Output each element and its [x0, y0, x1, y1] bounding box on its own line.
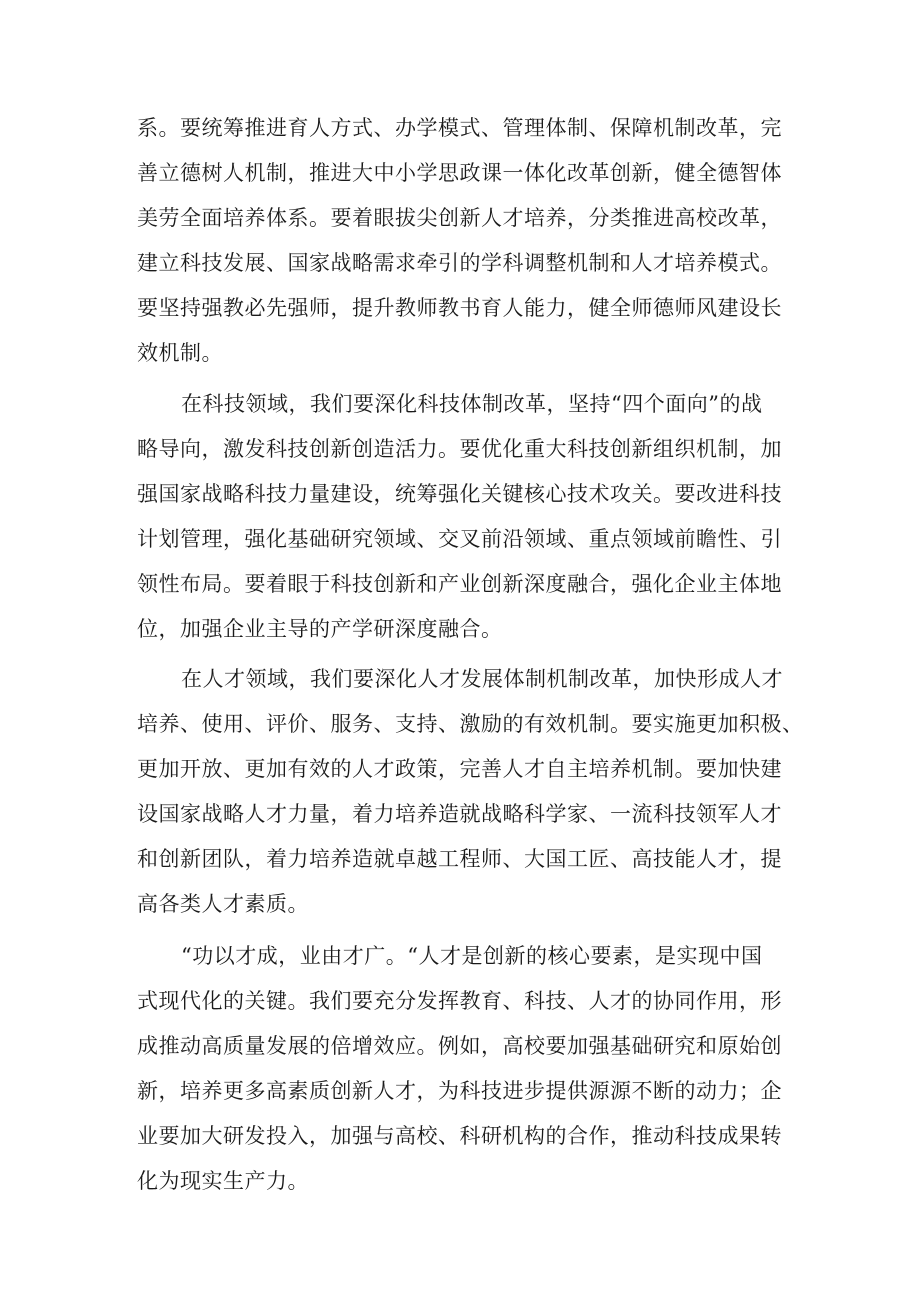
paragraph-line: 善立德树人机制，推进大中小学思政课一体化改革创新，健全德智体: [137, 161, 782, 185]
paragraph-line: “功以才成，业由才广。“人才是创新的核心要素，是实现中国: [181, 944, 763, 968]
paragraph-line: 领性布局。要着眼于科技创新和产业创新深度融合，强化企业主体地: [137, 572, 782, 596]
paragraph-line: 强国家战略科技力量建设，统筹强化关键核心技术攻关。要改进科技: [137, 482, 782, 506]
paragraph-line: 式现代化的关键。我们要充分发挥教育、科技、人才的协同作用，形: [137, 989, 782, 1013]
paragraph-line: 系。要统筹推进育人方式、办学模式、管理体制、保障机制改革，完: [137, 116, 782, 140]
paragraph-line: 略导向，激发科技创新创造活力。要优化重大科技创新组织机制，加: [137, 437, 782, 461]
paragraph-line: 要坚持强教必先强师，提升教师教书育人能力，健全师德师风建设长: [137, 296, 782, 320]
paragraph-line: 更加开放、更加有效的人才政策，完善人才自主培养机制。要加快建: [137, 757, 782, 781]
paragraph-line: 在科技领域，我们要深化科技体制改革，坚持“四个面向”的战: [181, 392, 763, 416]
paragraph-line: 高各类人才素质。: [137, 892, 309, 916]
paragraph-line: 成推动高质量发展的倍增效应。例如，高校要加强基础研究和原始创: [137, 1034, 782, 1058]
paragraph-line: 业要加大研发投入，加强与高校、科研机构的合作，推动科技成果转: [137, 1124, 782, 1148]
paragraph-line: 化为现实生产力。: [137, 1169, 309, 1193]
paragraph-line: 计划管理，强化基础研究领域、交叉前沿领域、重点领域前瞻性、引: [137, 527, 782, 551]
paragraph-line: 设国家战略人才力量，着力培养造就战略科学家、一流科技领军人才: [137, 802, 782, 826]
paragraph-line: 培养、使用、评价、服务、支持、激励的有效机制。要实施更加积极、: [137, 712, 804, 736]
paragraph-line: 位，加强企业主导的产学研深度融合。: [137, 617, 503, 641]
paragraph-line: 效机制。: [137, 341, 223, 365]
paragraph-line: 在人才领域，我们要深化人才发展体制机制改革，加快形成人才: [181, 667, 783, 691]
paragraph-line: 新，培养更多高素质创新人才，为科技进步提供源源不断的动力；企: [137, 1079, 782, 1103]
paragraph-line: 建立科技发展、国家战略需求牵引的学科调整机制和人才培养模式。: [137, 251, 782, 275]
paragraph-line: 和创新团队，着力培养造就卓越工程师、大国工匠、高技能人才，提: [137, 847, 782, 871]
paragraph-line: 美劳全面培养体系。要着眼拔尖创新人才培养，分类推进高校改革，: [137, 206, 782, 230]
